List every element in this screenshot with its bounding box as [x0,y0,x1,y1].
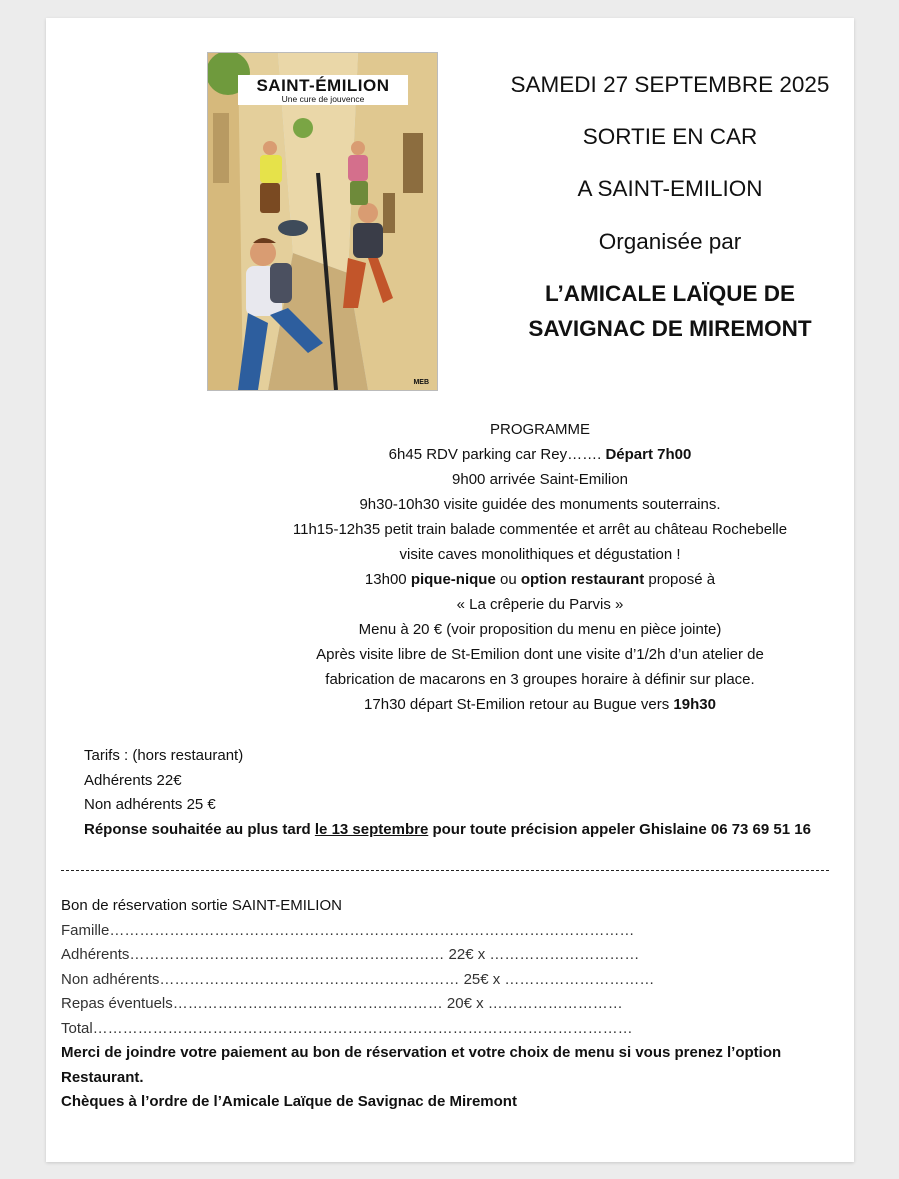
departure-time: Départ 7h00 [605,446,692,463]
poster-signature: MEB [413,379,429,386]
programme-line [200,567,880,592]
programme-text: 13h00 [364,571,411,588]
programme-line: 9h00 arrivée Saint-Emilion [452,471,628,488]
repas-field: Repas éventuels……………………………………………… 20€ x ……………………… [61,995,623,1012]
tarifs-section [84,744,811,842]
programme-section [200,417,880,717]
form-title: Bon de réservation sortie SAINT-EMILION [61,897,342,914]
total-field: Total……………………………………………………………………………………………… [61,1019,633,1037]
programme-line [200,442,880,467]
payment-note: Merci de joindre votre paiement au bon de réservation et votre choix de menu si vous prenez l’option [61,1044,782,1061]
event-type: SORTIE EN CAR [582,124,758,149]
return-time: 19h30 [673,696,716,713]
tarif-members: Adhérents 22€ [84,771,182,789]
programme-text: proposé à [644,571,716,588]
programme-text: 6h45 RDV parking car Rey……. [388,446,606,463]
programme-line: visite caves monolithiques et dégustation ! [399,546,681,563]
response-deadline [84,818,811,843]
payment-note-cont: Restaurant. [61,1068,144,1086]
programme-line: fabrication de macarons en 3 groupes horaire à définir sur place. [325,671,755,688]
cheque-note: Chèques à l’ordre de l’Amicale Laïque de Savignac de Miremont [61,1093,517,1110]
poster-title: SAINT-ÉMILION [256,76,390,95]
programme-line: 11h15-12h35 petit train balade commentée et arrêt au château Rochebelle [292,521,788,538]
poster-illustration [207,52,438,391]
event-date: SAMEDI 27 SEPTEMBRE 2025 [510,72,830,97]
cut-line-divider [61,870,829,871]
adherents-field: Adhérents……………………………………………………… 22€ x ………………………… [61,946,640,963]
non-adherents-field: Non adhérents…………………………………………………… 25€ x ………………………… [61,970,655,988]
famille-field: Famille…………………………………………………………………………………………… [61,921,635,939]
deadline-date: le 13 septembre [314,820,429,838]
picnic-option: pique-nique [410,571,496,588]
organised-by: Organisée par [598,229,742,254]
event-destination: A SAINT-EMILION [577,176,763,201]
programme-line [200,692,880,717]
tarifs-header: Tarifs : (hors restaurant) [84,747,244,764]
poster-title-banner [238,75,408,105]
reservation-form [61,894,781,1115]
deadline-text: Réponse souhaitée au plus tard [84,820,315,838]
programme-line: Menu à 20 € (voir proposition du menu en pièce jointe) [358,621,722,638]
poster-subtitle: Une cure de jouvence [281,94,365,104]
programme-line: « La crêperie du Parvis » [456,596,624,613]
contact-text: pour toute précision appeler Ghislaine 06 73 69 51 16 [428,820,811,838]
tarif-non-members: Non adhérents 25 € [84,796,216,813]
programme-text: 17h30 départ St-Emilion retour au Bugue vers [364,696,674,713]
restaurant-option: option restaurant [520,571,645,588]
organizer-line-2: SAVIGNAC DE MIREMONT [528,316,812,341]
programme-line: Après visite libre de St-Emilion dont une visite d’1/2h d’un atelier de [316,646,764,663]
programme-text: ou [495,571,521,588]
organizer-line-1: L’AMICALE LAÏQUE DE [544,281,795,306]
programme-title: PROGRAMME [489,421,590,438]
programme-line: 9h30-10h30 visite guidée des monuments souterrains. [359,496,721,513]
